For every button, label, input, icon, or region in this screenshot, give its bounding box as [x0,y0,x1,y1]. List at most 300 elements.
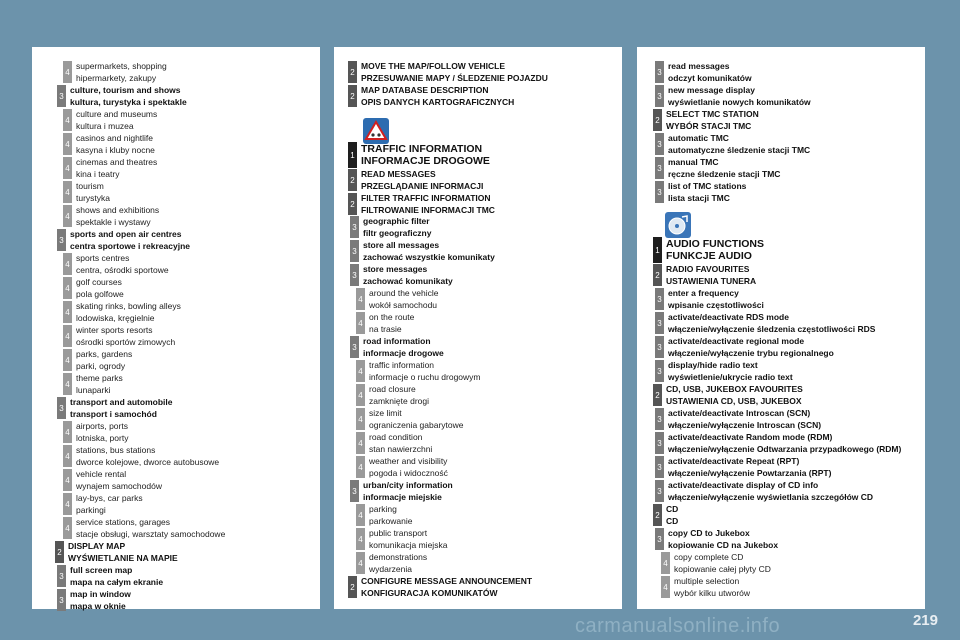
menu-item-text [666,383,803,407]
menu-item-label-pl: wyświetlanie nowych komunikatów [668,97,811,107]
menu-item-label-en: public transport [369,528,428,538]
menu-item-label-en: list of TMC stations [668,181,747,191]
menu-item-label-en: lay-bys, car parks [76,493,143,503]
menu-item-label-pl: pola golfowe [76,289,124,299]
level-badge: 4 [63,493,72,515]
col1-menu-item [63,204,159,228]
menu-item-text [76,420,128,444]
menu-item-text [668,287,764,311]
menu-item-text [361,575,532,599]
col3-menu-item [655,527,778,551]
menu-item-label-pl: lodowiska, kręgielnie [76,313,155,323]
menu-item-label-en: activate/deactivate display of CD info [668,480,819,490]
menu-item-text [369,287,438,311]
menu-item-label-pl: CD [666,516,679,526]
menu-item-label-pl: wydarzenia [369,564,412,574]
col3-menu-item [655,479,873,503]
menu-item-label-en: culture and museums [76,109,158,119]
menu-item-text [674,575,750,599]
col2-menu-item [348,142,490,168]
level-badge: 4 [356,432,365,454]
menu-item-label-pl: centra, ośrodki sportowe [76,265,169,275]
menu-item-label-en: parking [369,504,397,514]
menu-item-label-en: activate/deactivate Introscan (SCN) [668,408,811,418]
menu-item-text [363,215,431,239]
menu-item-label-pl: informacje miejskie [363,492,442,502]
menu-item-text [76,492,143,516]
menu-item-label-en: stations, bus stations [76,445,156,455]
menu-item-label-pl: lotniska, porty [76,433,129,443]
menu-item-label-en: enter a frequency [668,288,739,298]
menu-item-label-en: road information [363,336,431,346]
col1-menu-item [63,324,175,348]
menu-item-label-en: FILTER TRAFFIC INFORMATION [361,193,491,203]
menu-item-label-en: traffic information [369,360,435,370]
col2-menu-item [356,455,448,479]
level-badge: 3 [57,85,66,107]
level-badge: 4 [63,421,72,443]
menu-item-label-pl: informacje drogowe [363,348,444,358]
level-badge: 2 [348,193,357,215]
watermark: carmanualsonline.info [575,615,781,637]
menu-item-label-pl: automatyczne śledzenie stacji TMC [668,145,811,155]
menu-item-label-pl: włączenie/wyłączenie śledzenia częstotliwości RDS [668,324,876,334]
level-badge: 3 [350,336,359,358]
menu-item-label-pl: włączenie/wyłączenie Odtwarzania przypadkowego (RDM) [668,444,902,454]
menu-item-label-pl: zamknięte drogi [369,396,430,406]
menu-item-label-pl: włączenie/wyłączenie Powtarzania (RPT) [668,468,832,478]
menu-item-label-en: vehicle rental [76,469,127,479]
menu-item-label-pl: wpisanie częstotliwości [668,300,764,310]
menu-item-label-pl: pogoda i widoczność [369,468,448,478]
menu-item-label-en: size limit [369,408,402,418]
level-badge: 3 [655,456,664,478]
menu-item-text [76,372,123,396]
menu-item-label-pl: stan nawierzchni [369,444,433,454]
menu-item-label-pl: informacje o ruchu drogowym [369,372,481,382]
menu-item-text [668,84,811,108]
col1-menu-item [63,156,157,180]
menu-item-text [76,516,225,540]
menu-item-text [668,407,821,431]
menu-item-label-en: map in window [70,589,131,599]
menu-item-label-pl: spektakle i wystawy [76,217,151,227]
level-badge: 4 [63,253,72,275]
col3-menu-item [655,156,780,180]
menu-item-label-en: supermarkets, shopping [76,61,167,71]
menu-item-label-pl: USTAWIENIA TUNERA [666,276,757,286]
menu-item-label-en: display/hide radio text [668,360,758,370]
col1-menu-item [63,348,132,372]
col2-menu-item [350,263,453,287]
menu-item-label-en: CD [666,504,679,514]
level-badge: 4 [356,456,365,478]
menu-item-text [369,503,412,527]
menu-item-label-en: manual TMC [668,157,719,167]
col1-menu-item [63,276,124,300]
menu-item-label-pl: na trasie [369,324,402,334]
traffic-sign-icon-graphic [363,118,389,144]
col2-menu-item [356,407,464,431]
col3-menu-item [655,132,810,156]
level-badge: 3 [655,336,664,358]
level-badge: 4 [356,312,365,334]
menu-item-label-pl: wokół samochodu [369,300,438,310]
menu-item-text [666,108,759,132]
col1-menu-item [57,564,163,588]
col2-menu-item [348,575,532,599]
level-badge: 3 [655,157,664,179]
col3-menu-item [655,359,793,383]
level-badge: 3 [350,240,359,262]
menu-item-label-en: casinos and nightlife [76,133,154,143]
menu-item-text [70,396,172,420]
menu-item-label-en: tourism [76,181,104,191]
level-badge: 2 [348,169,357,191]
col2-menu-item [348,192,495,216]
col2-menu-item [348,60,548,84]
menu-item-label-pl: kopiowanie całej płyty CD [674,564,771,574]
menu-item-label-en: urban/city information [363,480,453,490]
level-badge: 4 [63,277,72,299]
menu-item-text [76,60,167,84]
level-badge: 2 [653,384,662,406]
menu-item-label-pl: parkowanie [369,516,413,526]
menu-item-label-en: weather and visibility [369,456,448,466]
col3-menu-item [655,84,811,108]
menu-item-label-pl: kultura, turystyka i spektakle [70,97,187,107]
menu-item-label-pl: filtr geograficzny [363,228,432,238]
col3-menu-item [653,383,803,407]
col1-menu-item [57,228,190,252]
level-badge: 3 [655,61,664,83]
col1-menu-item [57,396,172,420]
level-badge: 1 [348,142,357,168]
menu-item-label-pl: centra sportowe i rekreacyjne [70,241,191,251]
menu-item-label-en: sports centres [76,253,130,263]
level-badge: 4 [356,408,365,430]
menu-item-label-pl: odczyt komunikatów [668,73,752,83]
menu-item-label-en: shows and exhibitions [76,205,160,215]
level-badge: 4 [356,504,365,526]
level-badge: 4 [661,576,670,598]
menu-item-text [369,359,481,383]
col2-menu-item [348,168,483,192]
menu-item-text [668,431,901,455]
menu-item-label-pl: KONFIGURACJA KOMUNIKATÓW [361,588,498,598]
menu-item-text [369,407,464,431]
menu-item-text [70,564,163,588]
menu-item-label-pl: PRZEGLĄDANIE INFORMACJI [361,181,484,191]
menu-item-label-en: TRAFFIC INFORMATION [361,143,483,155]
menu-item-text [70,228,190,252]
menu-item-text [361,192,495,216]
menu-item-text [668,180,746,204]
menu-item-label-en: winter sports resorts [76,325,153,335]
menu-item-text [668,156,780,180]
menu-item-label-en: copy complete CD [674,552,744,562]
menu-item-text [668,455,831,479]
level-badge: 2 [653,109,662,131]
level-badge: 3 [655,288,664,310]
menu-item-text [363,263,453,287]
menu-item-label-pl: włączenie/wyłączenie trybu regionalnego [668,348,834,358]
col3-menu-item [661,575,750,599]
menu-item-label-en: airports, ports [76,421,128,431]
menu-item-label-pl: komunikacja miejska [369,540,448,550]
menu-item-label-en: store all messages [363,240,440,250]
menu-item-label-en: activate/deactivate RDS mode [668,312,789,322]
menu-item-text [666,503,678,527]
menu-item-label-pl: USTAWIENIA CD, USB, JUKEBOX [666,396,802,406]
menu-item-text [369,455,448,479]
menu-item-label-en: geographic filter [363,216,430,226]
level-badge: 3 [655,85,664,107]
level-badge: 3 [655,133,664,155]
menu-item-label-en: demonstrations [369,552,428,562]
menu-item-label-en: full screen map [70,565,133,575]
menu-item-label-pl: wybór kilku utworów [674,588,751,598]
col2-menu-item [350,335,444,359]
col2-menu-item [356,527,447,551]
level-badge: 3 [350,480,359,502]
col3-menu-item [655,180,746,204]
col2-menu-item [356,551,427,575]
menu-item-text [76,324,175,348]
menu-item-text [668,335,834,359]
menu-item-label-en: on the route [369,312,415,322]
menu-item-label-pl: włączenie/wyłączenie wyświetlania szczegółów CD [668,492,874,502]
level-badge: 2 [653,264,662,286]
level-badge: 3 [655,432,664,454]
col2-menu-item [356,359,481,383]
menu-item-label-pl: dworce kolejowe, dworce autobusowe [76,457,220,467]
menu-item-text [76,132,155,156]
audio-cd-icon [665,212,691,238]
col3-menu-item [653,503,678,527]
col2-menu-item [356,503,412,527]
menu-item-label-pl: parki, ogrody [76,361,126,371]
menu-item-text [76,156,157,180]
menu-item-label-en: activate/deactivate regional mode [668,336,805,346]
level-badge: 2 [653,504,662,526]
menu-item-text [369,311,414,335]
menu-item-label-pl: WYŚWIETLANIE NA MAPIE [68,553,178,563]
level-badge: 2 [348,61,357,83]
menu-item-label-pl: transport i samochód [70,409,157,419]
menu-item-label-en: store messages [363,264,428,274]
traffic-sign-icon [363,118,389,144]
menu-item-text [76,300,181,324]
col2-menu-item [350,479,453,503]
menu-item-label-en: transport and automobile [70,397,173,407]
menu-item-label-en: MOVE THE MAP/FOLLOW VEHICLE [361,61,506,71]
menu-item-label-pl: wyświetlenie/ukrycie radio text [668,372,793,382]
col3-menu-item [653,108,759,132]
menu-item-label-pl: PRZESUWANIE MAPY / ŚLEDZENIE POJAZDU [361,73,548,83]
level-badge: 4 [63,181,72,203]
menu-item-label-en: sports and open air centres [70,229,182,239]
level-badge: 3 [57,565,66,587]
menu-item-text [363,335,444,359]
level-badge: 4 [63,373,72,395]
menu-item-label-pl: ograniczenia gabarytowe [369,420,464,430]
menu-item-text [361,143,490,167]
menu-item-text [363,239,495,263]
level-badge: 4 [356,288,365,310]
level-badge: 3 [655,408,664,430]
col2-menu-item [356,311,414,335]
menu-item-label-en: copy CD to Jukebox [668,528,750,538]
menu-item-text [369,527,447,551]
col3-menu-item [655,455,831,479]
col1-menu-item [63,468,162,492]
menu-item-text [666,238,764,262]
menu-item-label-pl: ośrodki sportów zimowych [76,337,176,347]
menu-item-text [76,252,169,276]
menu-item-text [76,180,110,204]
col1-menu-item [55,540,178,564]
level-badge: 4 [356,552,365,574]
menu-item-label-en: activate/deactivate Repeat (RPT) [668,456,800,466]
menu-item-label-en: CONFIGURE MESSAGE ANNOUNCEMENT [361,576,533,586]
menu-item-text [361,84,514,108]
menu-item-text [369,551,427,575]
menu-item-label-pl: kina i teatry [76,169,120,179]
col1-menu-item [63,252,169,276]
menu-item-label-en: activate/deactivate Random mode (RDM) [668,432,833,442]
menu-item-label-pl: WYBÓR STACJI TMC [666,121,752,131]
menu-item-text [361,60,548,84]
menu-item-label-en: RADIO FAVOURITES [666,264,750,274]
menu-item-text [668,60,752,84]
menu-item-label-pl: lista stacji TMC [668,193,730,203]
menu-item-text [76,468,162,492]
col1-menu-item [63,180,110,204]
level-badge: 3 [350,216,359,238]
col3-menu-item [655,407,821,431]
col3-menu-item [655,431,901,455]
level-badge: 4 [63,325,72,347]
col2-menu-item [350,215,431,239]
menu-item-label-en: MAP DATABASE DESCRIPTION [361,85,489,95]
col2-menu-item [356,431,432,455]
level-badge: 3 [655,528,664,550]
menu-item-text [70,588,131,612]
menu-item-label-en: road closure [369,384,416,394]
menu-item-text [668,359,793,383]
menu-item-label-en: road condition [369,432,423,442]
level-badge: 4 [63,517,72,539]
menu-item-label-en: theme parks [76,373,123,383]
menu-item-label-pl: turystyka [76,193,111,203]
col1-menu-item [63,60,167,84]
menu-item-text [674,551,771,575]
menu-item-text [76,108,157,132]
col2-menu-item [348,84,514,108]
menu-item-text [361,168,483,192]
level-badge: 3 [655,480,664,502]
level-badge: 4 [63,133,72,155]
menu-item-text [668,132,810,156]
col1-menu-item [63,372,123,396]
menu-item-label-en: CD, USB, JUKEBOX FAVOURITES [666,384,803,394]
col3-menu-item [655,311,875,335]
menu-item-label-pl: FUNKCJE AUDIO [666,250,752,262]
menu-item-text [70,84,187,108]
menu-item-text [369,431,432,455]
level-badge: 4 [356,528,365,550]
menu-item-label-pl: hipermarkety, zakupy [76,73,157,83]
level-badge: 4 [63,157,72,179]
menu-item-label-en: parks, gardens [76,349,133,359]
level-badge: 4 [63,445,72,467]
menu-item-label-en: new message display [668,85,755,95]
menu-item-label-en: READ MESSAGES [361,169,436,179]
level-badge: 4 [63,109,72,131]
level-badge: 3 [655,360,664,382]
menu-item-text [76,444,219,468]
level-badge: 4 [63,205,72,227]
col3-menu-item [661,551,771,575]
level-badge: 4 [63,301,72,323]
menu-item-label-pl: mapa na całym ekranie [70,577,164,587]
level-badge: 3 [57,397,66,419]
menu-item-text [668,479,873,503]
level-badge: 4 [356,360,365,382]
level-badge: 2 [348,85,357,107]
col2-menu-item [350,239,495,263]
page-number: 219 [912,612,938,629]
col3-menu-item [653,237,764,263]
col1-menu-item [63,444,219,468]
level-badge: 4 [63,61,72,83]
menu-item-label-en: golf courses [76,277,122,287]
col1-menu-item [63,300,181,324]
menu-item-label-pl: kultura i muzea [76,121,134,131]
col3-menu-item [655,287,764,311]
level-badge: 3 [655,312,664,334]
col3-menu-item [653,263,756,287]
col1-menu-item [63,108,157,132]
col2-menu-item [356,287,438,311]
menu-item-label-pl: OPIS DANYCH KARTOGRAFICZNYCH [361,97,515,107]
menu-item-label-en: multiple selection [674,576,740,586]
menu-item-text [668,311,875,335]
menu-item-label-en: cinemas and theatres [76,157,158,167]
menu-item-label-pl: FILTROWANIE INFORMACJI TMC [361,205,495,215]
level-badge: 2 [55,541,64,563]
col1-menu-item [63,492,143,516]
menu-item-label-pl: lunaparki [76,385,111,395]
col1-menu-item [63,516,225,540]
menu-item-label-pl: INFORMACJE DROGOWE [361,155,490,167]
menu-item-label-pl: zachować komunikaty [363,276,453,286]
menu-item-label-en: SELECT TMC STATION [666,109,759,119]
level-badge: 3 [350,264,359,286]
menu-item-text [76,348,132,372]
col1-menu-item [57,84,187,108]
audio-cd-icon-graphic [665,212,691,238]
level-badge: 3 [655,181,664,203]
menu-item-text [363,479,453,503]
menu-item-label-pl: włączenie/wyłączenie Introscan (SCN) [668,420,822,430]
menu-item-label-en: read messages [668,61,730,71]
menu-item-label-en: automatic TMC [668,133,729,143]
level-badge: 4 [356,384,365,406]
level-badge: 1 [653,237,662,263]
col2-menu-item [356,383,429,407]
